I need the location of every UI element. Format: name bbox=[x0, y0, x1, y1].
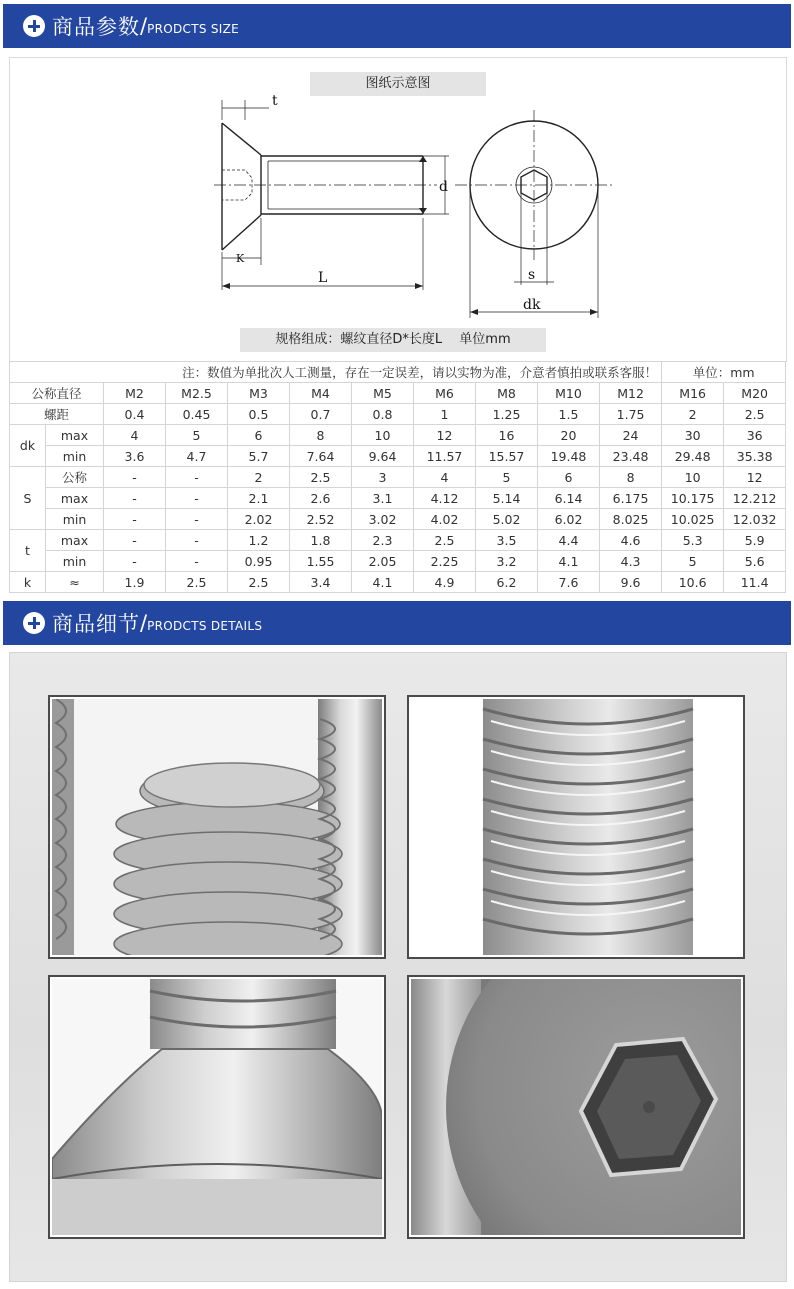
table-cell: 0.4 bbox=[104, 404, 166, 425]
table-cell: 7.6 bbox=[538, 572, 600, 593]
table-cell: 1 bbox=[414, 404, 476, 425]
table-cell: M5 bbox=[352, 383, 414, 404]
table-row-k bbox=[10, 572, 786, 593]
diagram-caption-top: 图纸示意图 bbox=[310, 72, 486, 96]
table-cell: 11.4 bbox=[724, 572, 786, 593]
table-cell: 15.57 bbox=[476, 446, 538, 467]
sub-label: 公称 bbox=[46, 467, 104, 488]
group-label: t bbox=[10, 530, 46, 572]
table-cell: 9.6 bbox=[600, 572, 662, 593]
table-cell: 4.3 bbox=[600, 551, 662, 572]
table-cell: - bbox=[104, 551, 166, 572]
table-cell: 3.6 bbox=[104, 446, 166, 467]
table-cell: 19.48 bbox=[538, 446, 600, 467]
label-d: d bbox=[439, 179, 448, 195]
table-cell: - bbox=[166, 467, 228, 488]
table-cell: 2.5 bbox=[414, 530, 476, 551]
table-cell: 5.7 bbox=[228, 446, 290, 467]
table-cell: 2.52 bbox=[290, 509, 352, 530]
table-row-t-min bbox=[10, 551, 786, 572]
table-cell: 3.2 bbox=[476, 551, 538, 572]
table-cell: 10 bbox=[352, 425, 414, 446]
label-dk: dk bbox=[523, 297, 541, 313]
table-cell: 36 bbox=[724, 425, 786, 446]
table-cell: 2.3 bbox=[352, 530, 414, 551]
table-cell: 5.6 bbox=[724, 551, 786, 572]
table-cell: 1.8 bbox=[290, 530, 352, 551]
table-cell: 2.5 bbox=[290, 467, 352, 488]
table-cell: 20 bbox=[538, 425, 600, 446]
table-cell: 8 bbox=[600, 467, 662, 488]
table-cell: 1.9 bbox=[104, 572, 166, 593]
table-cell: 4.4 bbox=[538, 530, 600, 551]
table-cell: - bbox=[166, 551, 228, 572]
table-cell: 0.95 bbox=[228, 551, 290, 572]
table-cell: 0.8 bbox=[352, 404, 414, 425]
photo-thread-side bbox=[407, 695, 745, 959]
table-cell: 8 bbox=[290, 425, 352, 446]
table-cell: M2.5 bbox=[166, 383, 228, 404]
plus-circle-icon bbox=[23, 612, 45, 634]
table-cell: - bbox=[104, 530, 166, 551]
table-cell: 35.38 bbox=[724, 446, 786, 467]
table-cell: 5.02 bbox=[476, 509, 538, 530]
table-cell: 10 bbox=[662, 467, 724, 488]
table-cell: 0.45 bbox=[166, 404, 228, 425]
table-cell: 3.02 bbox=[352, 509, 414, 530]
table-cell: - bbox=[104, 509, 166, 530]
table-row-dk-min bbox=[10, 446, 786, 467]
section-title-slash: / bbox=[140, 611, 148, 635]
unit-text: 单位：mm bbox=[662, 362, 786, 383]
label-s: s bbox=[528, 267, 536, 283]
table-cell: 4.1 bbox=[352, 572, 414, 593]
table-row-dk-max bbox=[10, 425, 786, 446]
table-cell: - bbox=[104, 488, 166, 509]
note-text: 注：数值为单批次人工测量，存在一定误差，请以实物为准，介意者慎拍或联系客服！ bbox=[10, 362, 662, 383]
table-cell: 0.5 bbox=[228, 404, 290, 425]
table-cell: 1.25 bbox=[476, 404, 538, 425]
table-cell: - bbox=[104, 467, 166, 488]
table-cell: 2.05 bbox=[352, 551, 414, 572]
table-row-pitch bbox=[10, 404, 786, 425]
table-cell: 2.02 bbox=[228, 509, 290, 530]
sub-label: min bbox=[46, 551, 104, 572]
table-cell: 30 bbox=[662, 425, 724, 446]
sub-label: min bbox=[46, 509, 104, 530]
group-label: k bbox=[10, 572, 46, 593]
table-cell: - bbox=[166, 488, 228, 509]
table-cell: 2.5 bbox=[228, 572, 290, 593]
photo-hex-socket bbox=[407, 975, 745, 1239]
table-cell: 5.9 bbox=[724, 530, 786, 551]
table-cell: 12.212 bbox=[724, 488, 786, 509]
diagram-caption-bottom: 规格组成：螺纹直径D*长度L 单位mm bbox=[240, 328, 546, 352]
table-cell: 5.3 bbox=[662, 530, 724, 551]
spec-table bbox=[9, 361, 786, 593]
table-cell: 10.175 bbox=[662, 488, 724, 509]
table-cell: 5 bbox=[662, 551, 724, 572]
table-cell: 12.032 bbox=[724, 509, 786, 530]
table-cell: 3.1 bbox=[352, 488, 414, 509]
section-header-details bbox=[3, 601, 791, 645]
plus-circle-icon bbox=[23, 15, 45, 37]
table-cell: 10.025 bbox=[662, 509, 724, 530]
table-cell: 2 bbox=[228, 467, 290, 488]
table-cell: 6 bbox=[538, 467, 600, 488]
table-cell: 4.7 bbox=[166, 446, 228, 467]
table-cell: 1.5 bbox=[538, 404, 600, 425]
table-row-s-min bbox=[10, 509, 786, 530]
table-cell: 3.4 bbox=[290, 572, 352, 593]
sub-label: max bbox=[46, 425, 104, 446]
screw-technical-drawing bbox=[9, 90, 785, 325]
section-title-en: PRODCTS DETAILS bbox=[147, 619, 263, 633]
table-cell: 1.75 bbox=[600, 404, 662, 425]
label-l: L bbox=[318, 270, 328, 286]
photo-countersunk-head bbox=[48, 975, 386, 1239]
table-cell: 4.1 bbox=[538, 551, 600, 572]
label-t: t bbox=[272, 93, 278, 109]
section-title-slash: / bbox=[140, 14, 148, 38]
table-cell: 23.48 bbox=[600, 446, 662, 467]
table-cell: 5 bbox=[166, 425, 228, 446]
table-cell: 8.025 bbox=[600, 509, 662, 530]
table-cell: - bbox=[166, 509, 228, 530]
table-cell: 6.02 bbox=[538, 509, 600, 530]
table-cell: 7.64 bbox=[290, 446, 352, 467]
table-cell: 1.2 bbox=[228, 530, 290, 551]
table-cell: 3 bbox=[352, 467, 414, 488]
sub-label: max bbox=[46, 488, 104, 509]
table-cell: 4.02 bbox=[414, 509, 476, 530]
table-cell: 4 bbox=[414, 467, 476, 488]
table-cell: 4.6 bbox=[600, 530, 662, 551]
table-cell: 5.14 bbox=[476, 488, 538, 509]
table-cell: 12 bbox=[724, 467, 786, 488]
table-cell: M12 bbox=[600, 383, 662, 404]
table-row-s-nominal bbox=[10, 467, 786, 488]
row-label: 螺距 bbox=[10, 404, 104, 425]
section-title-en: PRODCTS SIZE bbox=[147, 22, 240, 36]
table-cell: M2 bbox=[104, 383, 166, 404]
table-cell: 5 bbox=[476, 467, 538, 488]
section-header-size bbox=[3, 4, 791, 48]
table-cell: 10.6 bbox=[662, 572, 724, 593]
table-cell: 3.5 bbox=[476, 530, 538, 551]
table-cell: M8 bbox=[476, 383, 538, 404]
table-cell: 6 bbox=[228, 425, 290, 446]
table-cell: 1.55 bbox=[290, 551, 352, 572]
table-row-s-max bbox=[10, 488, 786, 509]
group-label: S bbox=[10, 467, 46, 530]
table-cell: M16 bbox=[662, 383, 724, 404]
sub-label: max bbox=[46, 530, 104, 551]
table-cell: 4.12 bbox=[414, 488, 476, 509]
table-cell: 2.25 bbox=[414, 551, 476, 572]
table-cell: M4 bbox=[290, 383, 352, 404]
table-cell: 2 bbox=[662, 404, 724, 425]
section-title-cn: 商品参数 bbox=[52, 15, 140, 39]
table-cell: 2.5 bbox=[724, 404, 786, 425]
table-cell: 16 bbox=[476, 425, 538, 446]
table-row-t-max bbox=[10, 530, 786, 551]
group-label: dk bbox=[10, 425, 46, 467]
table-cell: 6.14 bbox=[538, 488, 600, 509]
table-cell: - bbox=[166, 530, 228, 551]
table-cell: 24 bbox=[600, 425, 662, 446]
row-label: 公称直径 bbox=[10, 383, 104, 404]
sub-label: ≈ bbox=[46, 572, 104, 593]
table-cell: 11.57 bbox=[414, 446, 476, 467]
table-cell: 4.9 bbox=[414, 572, 476, 593]
table-cell: M6 bbox=[414, 383, 476, 404]
table-cell: 4 bbox=[104, 425, 166, 446]
table-cell: 2.5 bbox=[166, 572, 228, 593]
table-cell: M20 bbox=[724, 383, 786, 404]
sub-label: min bbox=[46, 446, 104, 467]
table-cell: 9.64 bbox=[352, 446, 414, 467]
table-cell: M3 bbox=[228, 383, 290, 404]
table-row-header bbox=[10, 383, 786, 404]
label-k: K bbox=[236, 252, 245, 265]
section-title-cn: 商品细节 bbox=[52, 612, 140, 636]
table-cell: M10 bbox=[538, 383, 600, 404]
table-cell: 0.7 bbox=[290, 404, 352, 425]
product-detail-photos bbox=[9, 652, 787, 1282]
table-cell: 2.1 bbox=[228, 488, 290, 509]
table-cell: 29.48 bbox=[662, 446, 724, 467]
photo-thread-end bbox=[48, 695, 386, 959]
table-cell: 6.2 bbox=[476, 572, 538, 593]
table-cell: 2.6 bbox=[290, 488, 352, 509]
table-cell: 12 bbox=[414, 425, 476, 446]
table-cell: 6.175 bbox=[600, 488, 662, 509]
table-note-row bbox=[10, 362, 786, 383]
